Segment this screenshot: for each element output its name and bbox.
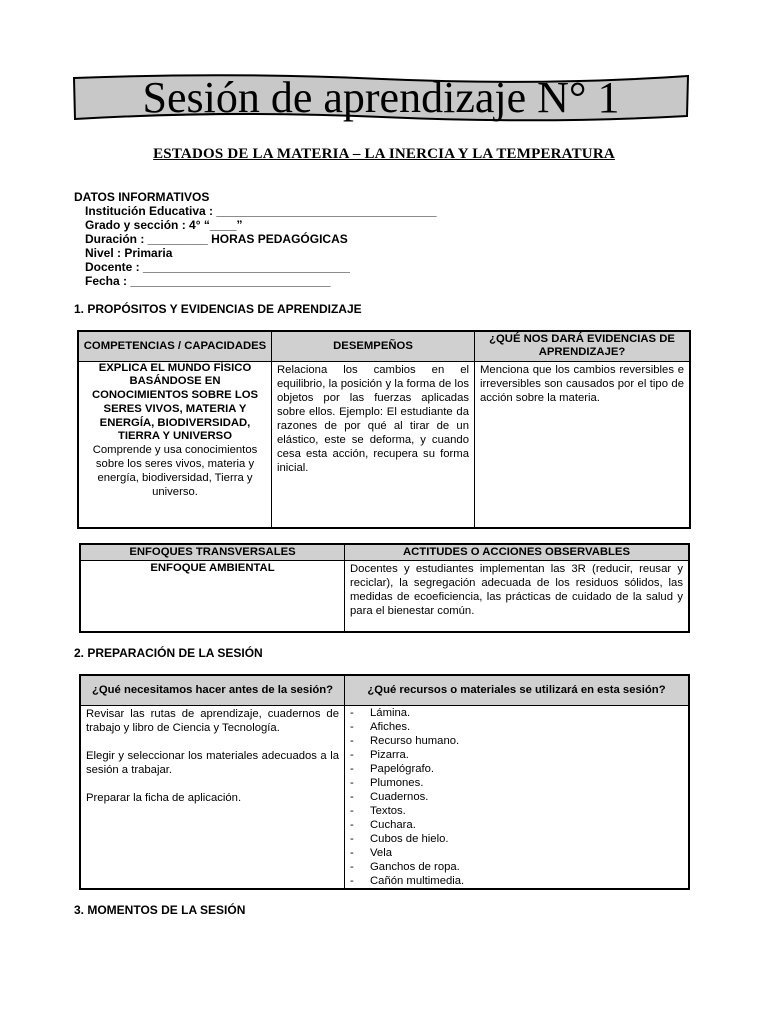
header-antes: ¿Qué necesitamos hacer antes de la sesión? xyxy=(80,675,345,705)
capacidad-text: Comprende y usa conocimientos sobre los seres vivos, materia y energía, biodiversidad, Tierra y universo. xyxy=(92,444,258,498)
datos-row-duracion: Duración : _________ HORAS PEDAGÓGICAS xyxy=(85,232,348,246)
recursos-cell xyxy=(345,705,690,889)
list-item: - Vela xyxy=(348,846,685,860)
competencia-cell xyxy=(78,361,272,528)
competencia-title: EXPLICA EL MUNDO FÍSICO BASÁNDOSE EN CONOCIMIENTOS SOBRE LOS SERES VIVOS, MATERIA Y ENERGÍA, BIODIVERSIDAD, TIERRA Y UNIVERSO xyxy=(91,361,259,443)
recursos-list xyxy=(348,706,685,888)
list-item: - Pizarra. xyxy=(348,748,685,762)
enfoque-cell: ENFOQUE AMBIENTAL xyxy=(80,560,345,632)
propositos-table xyxy=(77,330,691,529)
datos-informativos xyxy=(74,190,437,288)
datos-row-fecha: Fecha : ______________________________ xyxy=(85,274,331,288)
title-banner xyxy=(72,72,690,124)
header-competencias: COMPETENCIAS / CAPACIDADES xyxy=(78,331,272,361)
datos-row-docente: Docente : _______________________________ xyxy=(85,260,350,274)
datos-row-institucion: Institución Educativa : _________________________________ xyxy=(85,204,437,218)
antes-cell xyxy=(80,705,345,889)
list-item: - Recurso humano. xyxy=(348,734,685,748)
header-actitudes: ACTITUDES O ACCIONES OBSERVABLES xyxy=(345,544,690,560)
section1-heading: 1. PROPÓSITOS Y EVIDENCIAS DE APRENDIZAJE xyxy=(74,302,362,316)
list-item: - Cañón multimedia. xyxy=(348,874,685,888)
list-item: - Lámina. xyxy=(348,706,685,720)
datos-row-nivel: Nivel : Primaria xyxy=(85,246,173,260)
header-enfoques: ENFOQUES TRANSVERSALES xyxy=(80,544,345,560)
datos-row-grado: Grado y sección : 4° “____” xyxy=(85,218,243,232)
section3-heading: 3. MOMENTOS DE LA SESIÓN xyxy=(74,903,246,917)
header-desempenos: DESEMPEÑOS xyxy=(272,331,475,361)
antes-item: Elegir y seleccionar los materiales adecuados a la sesión a trabajar. xyxy=(86,749,339,776)
antes-item: Preparar la ficha de aplicación. xyxy=(86,791,242,804)
antes-item: Revisar las rutas de aprendizaje, cuadernos de trabajo y libro de Ciencia y Tecnología. xyxy=(86,707,339,734)
enfoques-table xyxy=(79,543,690,633)
header-evidencias: ¿QUÉ NOS DARÁ EVIDENCIAS DE APRENDIZAJE? xyxy=(475,331,691,361)
list-item: - Papelógrafo. xyxy=(348,762,685,776)
evidencia-cell: Menciona que los cambios reversibles e irreversibles son causados por el tipo de acción sobre la materia. xyxy=(475,361,691,528)
list-item: - Cubos de hielo. xyxy=(348,832,685,846)
list-item: - Cuchara. xyxy=(348,818,685,832)
page-title: Sesión de aprendizaje N° 1 xyxy=(142,73,620,122)
desempeno-cell: Relaciona los cambios en el equilibrio, la posición y la forma de los objetos por las fuerzas aplicadas sobre ellos. Ejemplo: El estudiante da razones de por qué al tirar de un elástico, este se deforma, y cuando cesa esta acción, recupera su forma inicial. xyxy=(272,361,475,528)
datos-heading: DATOS INFORMATIVOS xyxy=(74,190,210,204)
list-item: - Afiches. xyxy=(348,720,685,734)
session-subtitle: ESTADOS DE LA MATERIA – LA INERCIA Y LA TEMPERATURA xyxy=(153,146,615,162)
preparacion-table xyxy=(79,674,690,890)
list-item: - Ganchos de ropa. xyxy=(348,860,685,874)
list-item: - Textos. xyxy=(348,804,685,818)
list-item: - Cuadernos. xyxy=(348,790,685,804)
section2-heading: 2. PREPARACIÓN DE LA SESIÓN xyxy=(74,646,263,660)
actitudes-cell: Docentes y estudiantes implementan las 3R (reducir, reusar y reciclar), la segregación adecuada de los residuos sólidos, las medidas de ecoeficiencia, las prácticas de cuidado de la salud y para el bienestar común. xyxy=(345,560,690,632)
header-recursos: ¿Qué recursos o materiales se utilizará en esta sesión? xyxy=(345,675,690,705)
list-item: - Plumones. xyxy=(348,776,685,790)
